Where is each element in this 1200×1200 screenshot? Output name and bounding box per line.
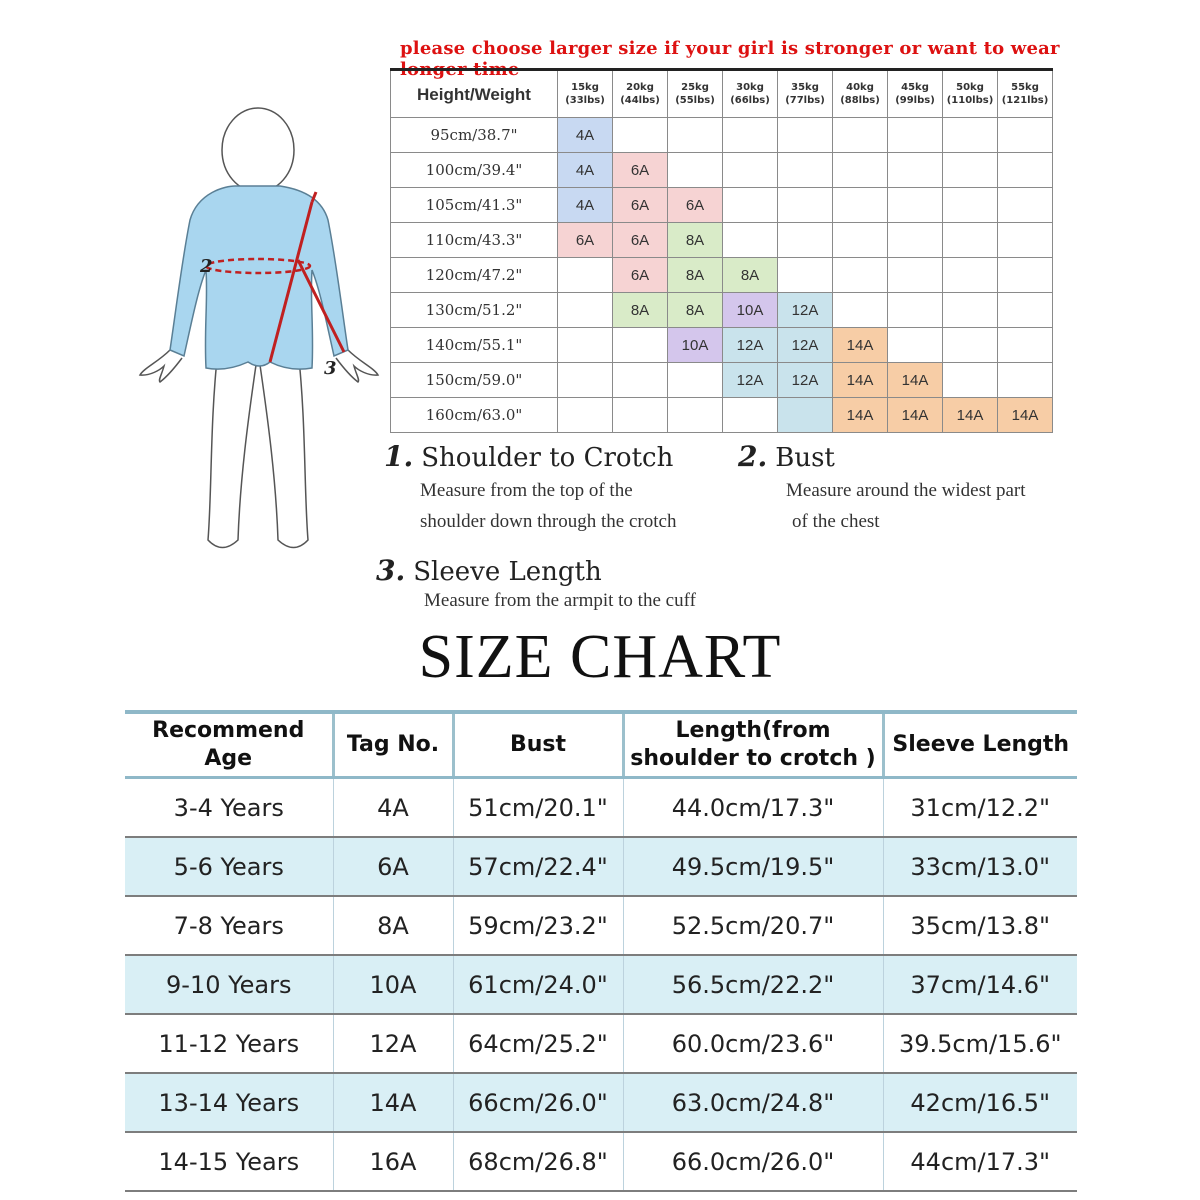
measure-shoulder-crotch (384, 440, 734, 537)
sleeve-marker: 3 (324, 358, 337, 379)
table-cell: 64cm/25.2" (453, 1014, 623, 1073)
height-weight-table (390, 68, 1053, 433)
size-cell (778, 258, 833, 293)
size-cell (943, 258, 998, 293)
size-header-row (125, 712, 1077, 778)
size-cell: 12A (778, 328, 833, 363)
height-row (391, 188, 1053, 223)
height-label: 100cm/39.4" (391, 153, 558, 188)
size-cell (998, 153, 1053, 188)
size-cell: 14A (888, 398, 943, 433)
table-cell: 44.0cm/17.3" (623, 778, 883, 838)
size-cell (613, 118, 668, 153)
size-cell (888, 258, 943, 293)
leotard-shape (170, 186, 348, 369)
size-cell (888, 293, 943, 328)
measure-title: Shoulder to Crotch (421, 443, 674, 473)
size-cell: 8A (668, 223, 723, 258)
table-cell: 42cm/16.5" (883, 1073, 1077, 1132)
weight-col-header: 35kg (77lbs) (778, 70, 833, 118)
measure-sleeve (376, 554, 796, 616)
size-cell (998, 363, 1053, 398)
height-row (391, 293, 1053, 328)
size-cell: 6A (613, 188, 668, 223)
height-label: 160cm/63.0" (391, 398, 558, 433)
table-cell: 7-8 Years (125, 896, 333, 955)
size-cell (613, 398, 668, 433)
height-row (391, 328, 1053, 363)
size-cell (998, 118, 1053, 153)
size-cell (998, 328, 1053, 363)
size-cell (888, 188, 943, 223)
weight-col-header: 55kg (121lbs) (998, 70, 1053, 118)
size-cell (833, 153, 888, 188)
table-cell: 60.0cm/23.6" (623, 1014, 883, 1073)
size-cell: 8A (668, 258, 723, 293)
size-cell (998, 188, 1053, 223)
height-row (391, 153, 1053, 188)
table-row (125, 1014, 1077, 1073)
size-cell (723, 153, 778, 188)
table-cell: 9-10 Years (125, 955, 333, 1014)
size-cell (943, 188, 998, 223)
size-chart-table (125, 710, 1077, 1192)
measure-number: 3. (376, 554, 406, 587)
measure-number: 2. (738, 440, 768, 473)
size-cell (998, 258, 1053, 293)
height-row (391, 398, 1053, 433)
height-row (391, 363, 1053, 398)
table-cell: 44cm/17.3" (883, 1132, 1077, 1191)
table-cell: 8A (333, 896, 453, 955)
measure-description: Measure around the widest part of the chest (786, 480, 1026, 532)
size-cell: 14A (833, 398, 888, 433)
height-label: 110cm/43.3" (391, 223, 558, 258)
table-cell: 13-14 Years (125, 1073, 333, 1132)
weight-col-header: 25kg (55lbs) (668, 70, 723, 118)
table-cell: 11-12 Years (125, 1014, 333, 1073)
weight-col-header: 45kg (99lbs) (888, 70, 943, 118)
table-cell: 35cm/13.8" (883, 896, 1077, 955)
weight-col-header: 20kg (44lbs) (613, 70, 668, 118)
size-cell: 10A (723, 293, 778, 328)
table-cell: 6A (333, 837, 453, 896)
size-cell (943, 153, 998, 188)
size-cell: 14A (833, 363, 888, 398)
size-cell (613, 363, 668, 398)
size-cell (723, 118, 778, 153)
size-cell (778, 398, 833, 433)
table-row (125, 955, 1077, 1014)
table-cell: 66cm/26.0" (453, 1073, 623, 1132)
size-cell (668, 398, 723, 433)
height-weight-header: Height/Weight (391, 70, 558, 118)
size-cell: 4A (558, 118, 613, 153)
size-cell: 4A (558, 153, 613, 188)
table-cell: 3-4 Years (125, 778, 333, 838)
table-cell: 5-6 Years (125, 837, 333, 896)
size-cell (723, 223, 778, 258)
size-cell: 8A (723, 258, 778, 293)
size-cell (998, 293, 1053, 328)
size-cell (943, 293, 998, 328)
size-notice: please choose larger size if your girl is stronger or want to wear longer time (400, 38, 1060, 80)
measure-description: Measure from the armpit to the cuff (424, 590, 696, 611)
weight-header-row (391, 70, 1053, 118)
height-row (391, 258, 1053, 293)
measure-title: Bust (775, 443, 835, 473)
table-cell: 39.5cm/15.6" (883, 1014, 1077, 1073)
size-cell: 14A (943, 398, 998, 433)
size-cell (668, 363, 723, 398)
size-cell (833, 188, 888, 223)
col-header-bust: Bust (453, 712, 623, 778)
size-cell (558, 258, 613, 293)
table-row (125, 1132, 1077, 1191)
size-cell (943, 363, 998, 398)
size-cell (833, 118, 888, 153)
table-cell: 10A (333, 955, 453, 1014)
table-cell: 33cm/13.0" (883, 837, 1077, 896)
size-cell: 10A (668, 328, 723, 363)
size-cell (558, 398, 613, 433)
table-cell: 12A (333, 1014, 453, 1073)
height-label: 120cm/47.2" (391, 258, 558, 293)
size-cell (888, 223, 943, 258)
size-cell (998, 223, 1053, 258)
size-cell (778, 118, 833, 153)
size-cell: 12A (778, 293, 833, 328)
size-cell (723, 398, 778, 433)
weight-col-header: 40kg (88lbs) (833, 70, 888, 118)
size-cell (888, 328, 943, 363)
height-row (391, 118, 1053, 153)
height-label: 130cm/51.2" (391, 293, 558, 328)
table-cell: 56.5cm/22.2" (623, 955, 883, 1014)
table-cell: 4A (333, 778, 453, 838)
size-cell (943, 223, 998, 258)
size-chart-title: SIZE CHART (418, 623, 782, 691)
measure-title: Sleeve Length (413, 557, 602, 587)
table-cell: 61cm/24.0" (453, 955, 623, 1014)
size-cell: 6A (613, 223, 668, 258)
size-cell (558, 363, 613, 398)
size-cell: 6A (613, 258, 668, 293)
size-cell: 12A (778, 363, 833, 398)
weight-col-header: 50kg (110lbs) (943, 70, 998, 118)
table-row (125, 837, 1077, 896)
table-cell: 14A (333, 1073, 453, 1132)
table-cell: 66.0cm/26.0" (623, 1132, 883, 1191)
size-cell (833, 223, 888, 258)
table-cell: 31cm/12.2" (883, 778, 1077, 838)
col-header-sleeve: Sleeve Length (883, 712, 1077, 778)
height-label: 150cm/59.0" (391, 363, 558, 398)
size-cell (778, 153, 833, 188)
table-cell: 57cm/22.4" (453, 837, 623, 896)
table-cell: 59cm/23.2" (453, 896, 623, 955)
table-cell: 37cm/14.6" (883, 955, 1077, 1014)
size-cell: 14A (998, 398, 1053, 433)
size-cell (668, 153, 723, 188)
size-cell: 6A (668, 188, 723, 223)
size-cell: 14A (888, 363, 943, 398)
size-cell: 8A (668, 293, 723, 328)
measure-number: 1. (384, 440, 414, 473)
size-cell: 14A (833, 328, 888, 363)
size-cell (613, 328, 668, 363)
table-cell: 52.5cm/20.7" (623, 896, 883, 955)
table-cell: 68cm/26.8" (453, 1132, 623, 1191)
size-cell: 6A (558, 223, 613, 258)
col-header-length: Length(from shoulder to crotch ) (623, 712, 883, 778)
col-header-age: Recommend Age (125, 712, 333, 778)
weight-col-header: 15kg (33lbs) (558, 70, 613, 118)
table-row (125, 1073, 1077, 1132)
table-row (125, 896, 1077, 955)
table-cell: 51cm/20.1" (453, 778, 623, 838)
size-cell (943, 328, 998, 363)
measure-description: Measure from the top of the shoulder down through the crotch (420, 480, 677, 532)
height-label: 95cm/38.7" (391, 118, 558, 153)
measure-bust (738, 440, 1078, 537)
size-cell: 6A (613, 153, 668, 188)
size-cell (833, 293, 888, 328)
size-cell (558, 293, 613, 328)
height-row (391, 223, 1053, 258)
table-row (125, 778, 1077, 838)
height-label: 105cm/41.3" (391, 188, 558, 223)
weight-col-header: 30kg (66lbs) (723, 70, 778, 118)
size-cell (888, 153, 943, 188)
size-cell (778, 188, 833, 223)
col-header-tag: Tag No. (333, 712, 453, 778)
table-cell: 16A (333, 1132, 453, 1191)
size-cell (668, 118, 723, 153)
size-cell: 12A (723, 328, 778, 363)
size-cell: 4A (558, 188, 613, 223)
size-cell: 12A (723, 363, 778, 398)
size-cell (558, 328, 613, 363)
size-cell (888, 118, 943, 153)
bust-marker: 2 (200, 256, 213, 277)
height-label: 140cm/55.1" (391, 328, 558, 363)
size-cell (778, 223, 833, 258)
child-measurement-figure (130, 100, 390, 570)
table-cell: 63.0cm/24.8" (623, 1073, 883, 1132)
size-cell (723, 188, 778, 223)
table-cell: 49.5cm/19.5" (623, 837, 883, 896)
table-cell: 14-15 Years (125, 1132, 333, 1191)
size-cell: 8A (613, 293, 668, 328)
size-cell (943, 118, 998, 153)
size-cell (833, 258, 888, 293)
